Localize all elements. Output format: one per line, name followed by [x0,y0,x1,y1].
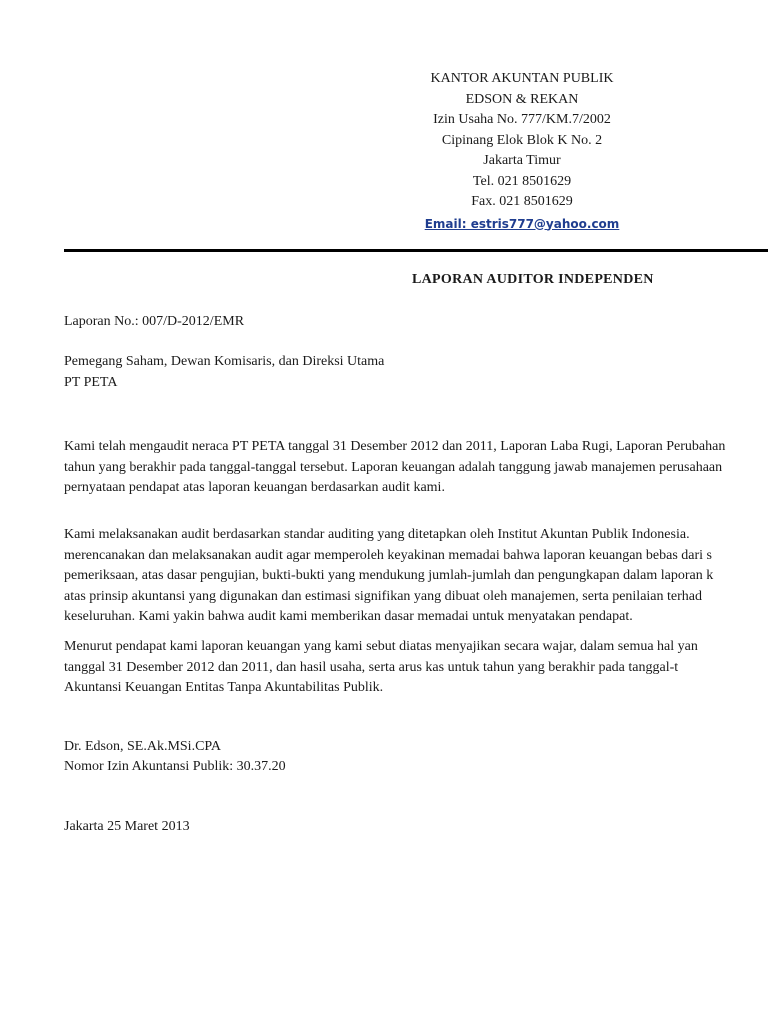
paragraph-line: tahun yang berakhir pada tanggal-tanggal tersebut. Laporan keuangan adalah tanggung jawab manajemen perusahaan [64,459,723,475]
paragraph-line: Akuntansi Keuangan Entitas Tanpa Akuntabilitas Publik. [64,680,384,695]
addressee-line-1: Pemegang Saham, Dewan Komisaris, dan Direksi Utama [64,354,385,369]
paragraph-line: pemeriksaan, atas dasar pengujian, bukti-bukti yang mendukung jumlah-jumlah dan pengungkapan dalam laporan k [64,568,714,583]
place-and-date: Jakarta 25 Maret 2013 [64,819,190,834]
addressee-line-2: PT PETA [64,375,118,390]
paragraph-line: tanggal 31 Desember 2012 dan 2011, dan hasil usaha, serta arus kas untuk tahun yang berakhir pada tanggal-t [64,659,679,675]
report-title: LAPORAN AUDITOR INDEPENDEN [412,272,654,287]
firm-city: Jakarta Timur [483,153,561,168]
signatory-name: Dr. Edson, SE.Ak.MSi.CPA [64,739,222,754]
firm-address: Cipinang Elok Blok K No. 2 [441,132,603,148]
letterhead [372,69,672,235]
scope-paragraph [64,437,768,499]
firm-telephone: Tel. 021 8501629 [472,173,572,189]
paragraph-line: Kami melaksanakan audit berdasarkan standar auditing yang ditetapkan oleh Institut Akuntan Publik Indonesia. [64,527,690,542]
firm-name: KANTOR AKUNTAN PUBLIK [430,71,614,86]
business-license: Izin Usaha No. 777/KM.7/2002 [433,112,611,127]
report-number: Laporan No.: 007/D-2012/EMR [64,314,245,329]
opinion-paragraph [64,637,768,699]
audit-standards-paragraph [64,525,768,628]
signatory-license: Nomor Izin Akuntansi Publik: 30.37.20 [64,759,286,774]
firm-email-link[interactable]: Email: estris777@yahoo.com [424,216,620,231]
paragraph-line: Menurut pendapat kami laporan keuangan yang kami sebut diatas menyajikan secara wajar, dalam semua hal yan [64,639,698,654]
header-divider [64,249,768,252]
paragraph-line: Kami telah mengaudit neraca PT PETA tanggal 31 Desember 2012 dan 2011, Laporan Laba Rugi, Laporan Perubahan [64,439,726,454]
firm-fax: Fax. 021 8501629 [471,194,573,209]
paragraph-line: atas prinsip akuntansi yang digunakan dan estimasi signifikan yang dibuat oleh manajemen, serta penilaian terhad [64,588,702,604]
paragraph-line: pernyataan pendapat atas laporan keuangan berdasarkan audit kami. [64,480,445,495]
paragraph-line: merencanakan dan melaksanakan audit agar memperoleh keyakinan memadai bahwa laporan keuangan bebas dari s [64,547,712,563]
firm-partners: EDSON & REKAN [465,91,579,107]
paragraph-line: keseluruhan. Kami yakin bahwa audit kami memberikan dasar memadai untuk menyatakan pendapat. [64,609,633,624]
